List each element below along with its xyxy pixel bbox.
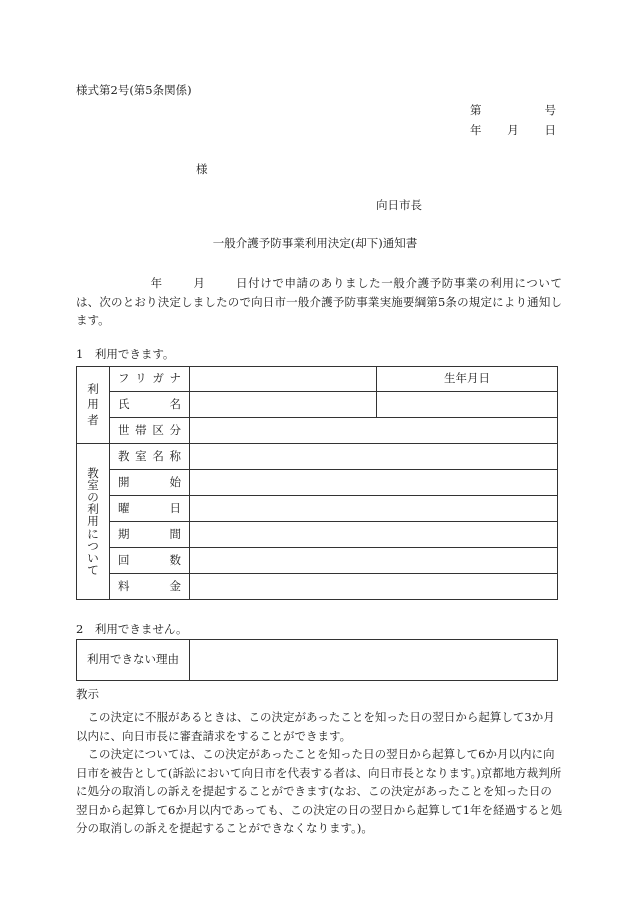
document-title: 一般介護予防事業利用決定(却下)通知書 [212, 236, 418, 250]
count-label: 回 数 [110, 548, 190, 574]
name-value [190, 392, 377, 418]
notice-heading: 教示 [76, 687, 99, 701]
rejection-table [76, 639, 558, 681]
household-label: 世 帯 区 分 [110, 418, 190, 444]
section2-heading: 2 利用できません。 [76, 622, 188, 636]
reason-label: 利用できない理由 [77, 640, 190, 681]
class-name-value [190, 444, 558, 470]
name-label: 氏 名 [110, 392, 190, 418]
period-label: 期 間 [110, 522, 190, 548]
intro-text: 年 月 日付けで申請のありました一般介護予防事業の利用については、次のとおり決定しましたので向日市一般介護予防事業実施要綱第5条の規定により通知します。 [76, 276, 563, 327]
issuer: 向日市長 [376, 198, 422, 212]
class-group-label: 教 室 の 利 用 に つ い て [77, 444, 110, 600]
fee-label: 料 金 [110, 574, 190, 600]
period-value [190, 522, 558, 548]
household-value [190, 418, 558, 444]
weekday-value [190, 496, 558, 522]
fee-value [190, 574, 558, 600]
furigana-label: フ リ ガ ナ [110, 367, 190, 392]
document-number: 第 号 [470, 103, 556, 117]
form-number-label: 様式第2号(第5条関係) [76, 83, 192, 97]
document-date: 年 月 日 [470, 123, 556, 137]
approval-table [76, 366, 558, 600]
notice-paragraph-1: この決定に不服があるときは、この決定があったことを知った日の翌日から起算して3か月以内に、向日市長に審査請求をすることができます。 [76, 710, 555, 743]
addressee: 様 [196, 162, 208, 176]
user-group-label: 利 用 者 [77, 367, 110, 444]
weekday-label: 曜 日 [110, 496, 190, 522]
start-value [190, 470, 558, 496]
class-name-label: 教 室 名 称 [110, 444, 190, 470]
count-value [190, 548, 558, 574]
furigana-value [190, 367, 377, 392]
start-label: 開 始 [110, 470, 190, 496]
notice-paragraph-2: この決定については、この決定があったことを知った日の翌日から起算して6か月以内に向日市を被告として(訴訟において向日市を代表する者は、向日市長となります。)京都地方裁判所に処分の取消しの訴えを提起することができます(なお、この決定があったことを知った日の翌日から起算して6か月以内であっても、この決定の日の翌日から起算して1年を経過すると処分の取消しの訴えを提起することができなくなります。)。 [76, 747, 563, 835]
birthdate-label: 生年月日 [377, 367, 558, 392]
reason-value [190, 640, 558, 681]
birthdate-value [377, 392, 558, 418]
section1-heading: 1 利用できます。 [76, 347, 175, 361]
